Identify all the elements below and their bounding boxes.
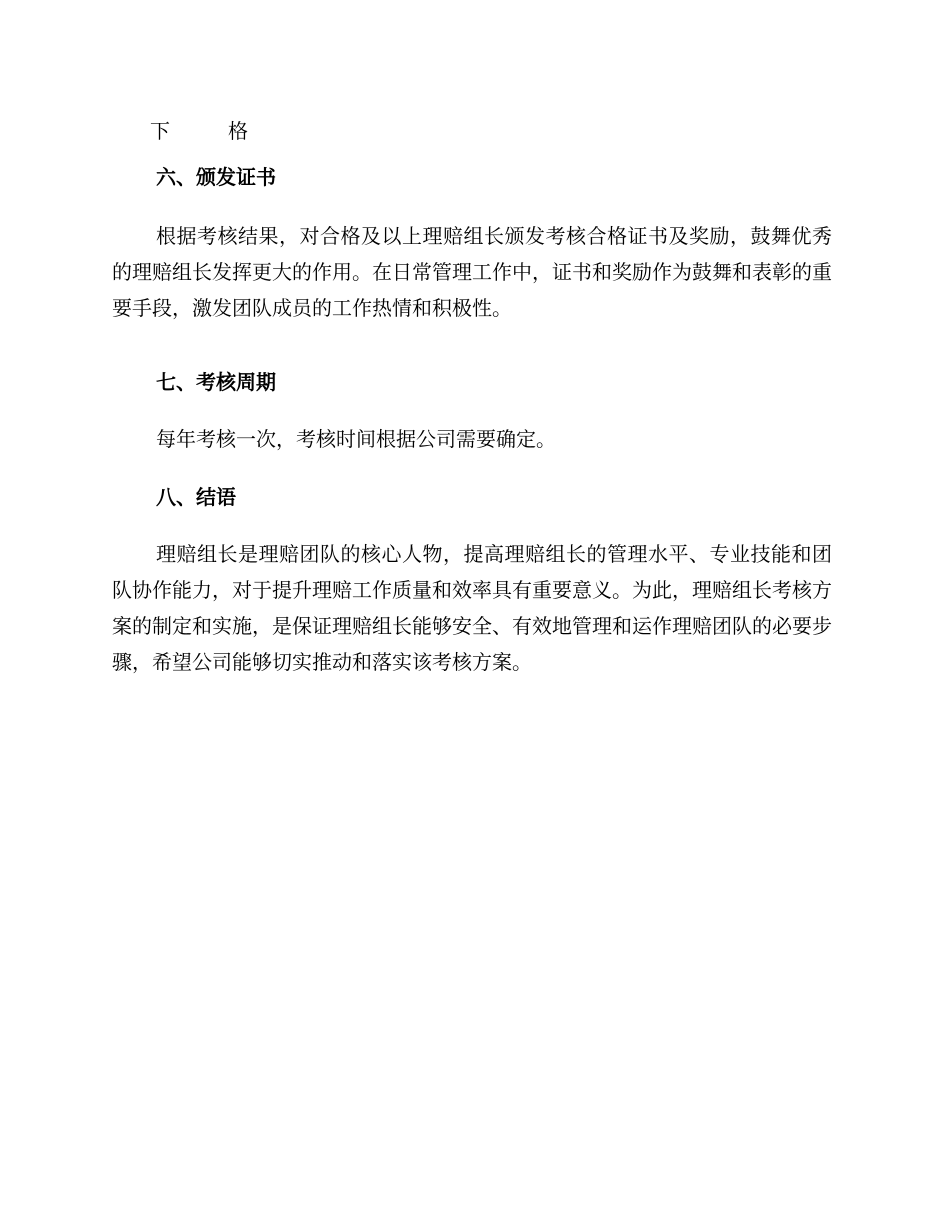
section-paragraph-conclusion: 理赔组长是理赔团队的核心人物，提高理赔组长的管理水平、专业技能和团队协作能力，对于提升理赔工作质量和效率具有重要意义。为此，理赔组长考核方案的制定和实施，是保证理赔组长能够安全、有效地管理和运作理赔团队的必要步骤，希望公司能够切实推动和落实该考核方案。 [112,542,832,674]
table-fragment-left: 下 [150,119,170,143]
section-paragraph-certificate: 根据考核结果，对合格及以上理赔组长颁发考核合格证书及奖励，鼓舞优秀的理赔组长发挥更大的作用。在日常管理工作中，证书和奖励作为鼓舞和表彰的重要手段，激发团队成员的工作热情和积极性。 [112,224,832,320]
table-fragment-right: 格 [228,119,248,143]
table-fragment-row [150,117,248,145]
section-heading-conclusion: 八、结语 [156,485,236,509]
section-heading-certificate: 六、颁发证书 [156,165,276,189]
section-paragraph-cycle: 每年考核一次，考核时间根据公司需要确定。 [156,427,556,451]
section-heading-cycle: 七、考核周期 [156,370,276,394]
